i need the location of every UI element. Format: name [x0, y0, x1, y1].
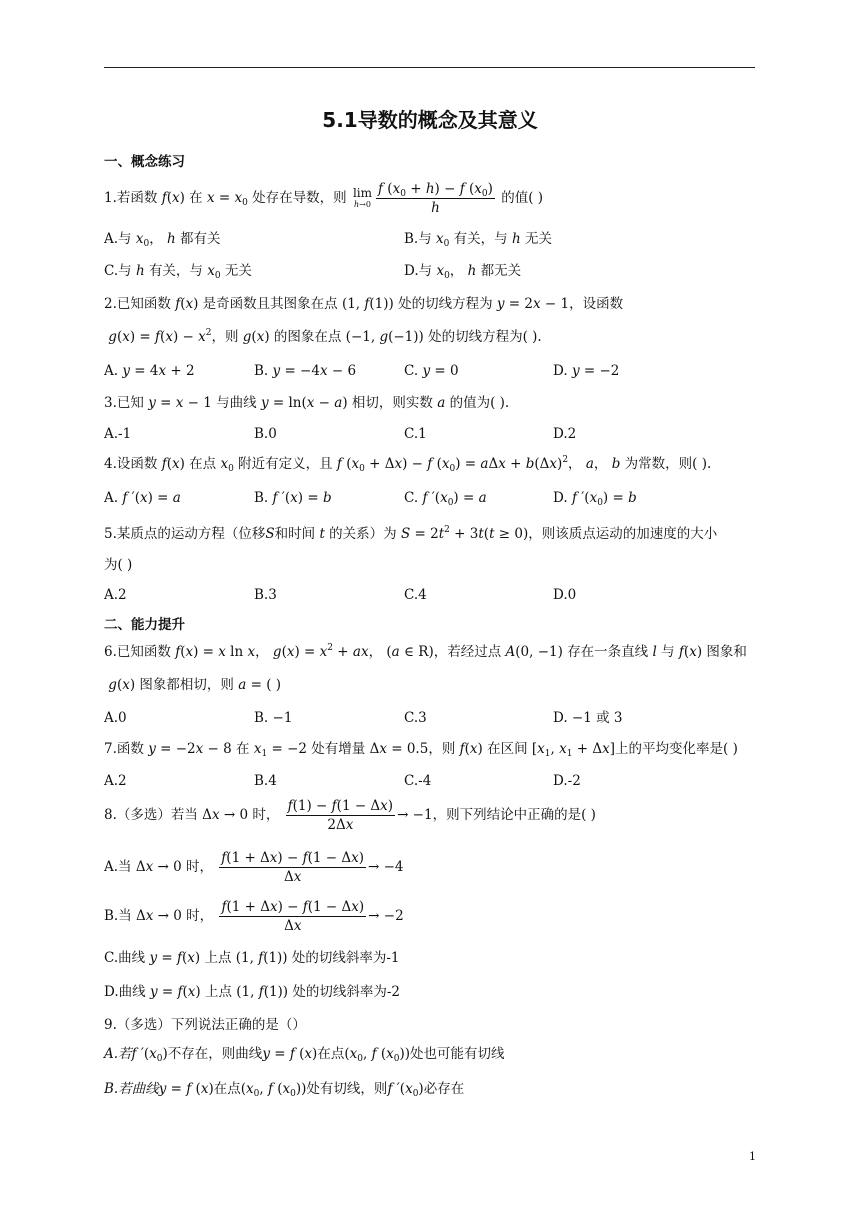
q7-option-b: B.4 [254, 773, 277, 789]
question-4: 4.设函数 f(x) 在点 $x_0$ 附近有定义，且 f $(x_0 + \Delta x) - f$ $(x_0) = a\Delta x + b(\Delta x)^2$， a， b 为常数，则( ). [104, 455, 712, 474]
q5-option-d: D.0 [553, 587, 577, 603]
header-rule [104, 67, 755, 68]
q6-option-d: D. −1 或 3 [553, 710, 623, 726]
page-title: 5.1导数的概念及其意义 [322, 108, 538, 132]
q7-option-d: D.-2 [553, 773, 581, 789]
q5-option-b: B.3 [254, 587, 277, 603]
q3-option-c: C.1 [404, 426, 427, 442]
q1-option-c: C.与 h 有关，与 $x_0$ 无关 [104, 263, 252, 281]
question-9: 9.（多选）下列说法正确的是（） [104, 1017, 306, 1033]
q1-option-d: D.与 $x_0$， h 都无关 [404, 263, 522, 281]
section-heading-2: 二、能力提升 [104, 617, 185, 633]
q3-option-d: D.2 [553, 426, 577, 442]
q4-option-c: C. f $'(x_0) = a$ [404, 490, 487, 508]
q2-option-d: D. y = −2 [553, 363, 620, 379]
q8-option-c: C.曲线 y = f(x) 上点 (1, f(1)) 处的切线斜率为-1 [104, 950, 400, 966]
q8-option-d: D.曲线 y = f(x) 上点 (1, f(1)) 处的切线斜率为-2 [104, 984, 401, 1000]
q6-option-a: A.0 [104, 710, 127, 726]
q5-option-a: A.2 [104, 587, 127, 603]
q1-option-b: B.与 $x_0$ 有关，与 h 无关 [404, 231, 552, 249]
q8-option-a: A.当 Δx → 0 时， $\frac{f(1 + \Delta x) - f(1 - \Delta x)}{\Delta x}$ → −4 [104, 850, 404, 885]
question-6-line-1: 6.已知函数 f(x) = x ln x， $g(x) = x^2$ + ax， (a ∈ R)，若经过点 A(0, −1) 存在一条直线 l 与 f(x) 图象和 [104, 643, 747, 660]
question-5-line-1: 5.某质点的运动方程（位移S和时间 t 的关系）为 $S = 2t^2 + 3t(t \ge 0)$，则该质点运动的加速度的大小 [104, 525, 718, 542]
q3-option-b: B.0 [254, 426, 277, 442]
question-2-line-2: $g(x) = f(x) - x^2$，则 g(x) 的图象在点 (−1, g(−1)) 处的切线方程为( ). [108, 328, 542, 345]
question-3: 3.已知 y = x − 1 与曲线 y = ln(x − a) 相切，则实数 a 的值为( ). [104, 395, 510, 411]
q6-option-b: B. −1 [254, 710, 293, 726]
q4-option-d: D. f $'(x_0) = b$ [553, 490, 637, 508]
q1-option-a: A.与 $x_0$， h 都有关 [104, 231, 221, 249]
question-7: 7.函数 y = −2x − 8 在 $x_1 = -2$ 处有增量 Δx = 0.5，则 f(x) 在区间 [$x_1$, $x_1 + \Delta x$]上的平均变化率是( ) [104, 741, 738, 759]
q5-option-c: C.4 [404, 587, 427, 603]
question-8: 8.（多选）若当 Δx → 0 时， $\frac{f(1) - f(1 - \Delta x)}{2\Delta x}$ → −1，则下列结论中正确的是( ) [104, 798, 596, 833]
question-2-line-1: 2.已知函数 f(x) 是奇函数且其图象在点 (1, f(1)) 处的切线方程为 y = 2x − 1，设函数 [104, 296, 624, 312]
question-5-line-2: 为( ) [104, 557, 133, 573]
question-1: 1.若函数 f(x) 在 $x = x_0$ 处存在导数，则 lim h→0 $\frac{f (x_0 + h) - f (x_0)}{h}$ 的值( ) [104, 181, 544, 216]
section-heading-1: 一、概念练习 [104, 154, 185, 170]
q3-option-a: A.-1 [104, 426, 132, 442]
q8-option-b: B.当 Δx → 0 时， $\frac{f(1 + \Delta x) - f(1 - \Delta x)}{\Delta x}$ → −2 [104, 899, 404, 934]
q6-option-c: C.3 [404, 710, 427, 726]
q7-option-a: A.2 [104, 773, 127, 789]
question-6-line-2: g(x) 图象都相切，则 a = ( ) [108, 677, 282, 693]
q2-option-b: B. y = −4x − 6 [254, 363, 357, 379]
q9-option-a: A.若f $'(x_0)$不存在，则曲线y = f (x)在点($x_0$, f $(x_0)$)处也可能有切线 [104, 1046, 505, 1064]
q7-option-c: C.-4 [404, 773, 432, 789]
q4-option-a: A. f ′(x) = a [104, 490, 181, 506]
q9-option-b: B.若曲线y = f (x)在点($x_0$, f $(x_0)$)处有切线，则f $'(x_0)$必存在 [104, 1081, 465, 1099]
q2-option-c: C. y = 0 [404, 363, 459, 379]
page-number: 1 [749, 1150, 756, 1163]
q2-option-a: A. y = 4x + 2 [104, 363, 195, 379]
q4-option-b: B. f ′(x) = b [254, 490, 332, 506]
